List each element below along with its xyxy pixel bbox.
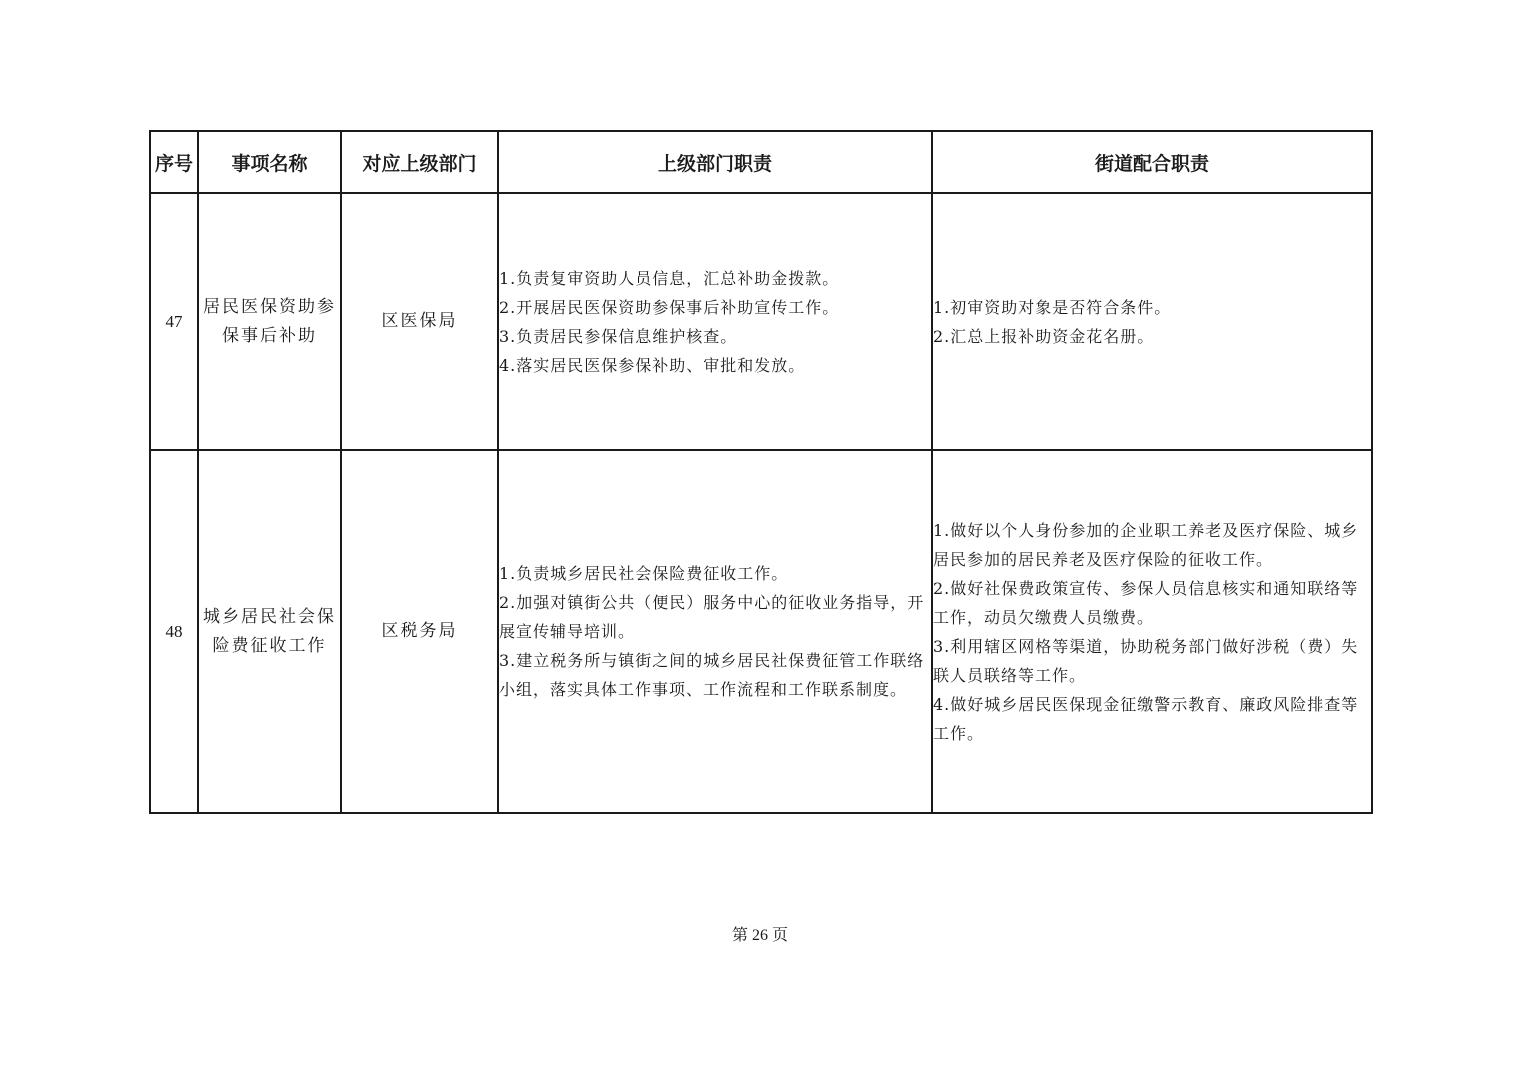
row-superior-duty bbox=[498, 450, 932, 813]
row-street-duty bbox=[932, 193, 1372, 450]
duty-item: 2.汇总上报补助资金花名册。 bbox=[933, 326, 1155, 346]
page-number: 第 26 页 bbox=[731, 927, 788, 944]
duty-item: 2.开展居民医保资助参保事后补助宣传工作。 bbox=[499, 297, 840, 317]
duty-item: 4.做好城乡居民医保现金征缴警示教育、廉政风险排查等工作。 bbox=[933, 694, 1359, 743]
duty-item: 1.负责复审资助人员信息，汇总补助金拨款。 bbox=[499, 268, 840, 288]
table-row bbox=[150, 450, 1372, 813]
header-street-duty: 街道配合职责 bbox=[932, 131, 1372, 193]
duty-item: 3.负责居民参保信息维护核查。 bbox=[499, 326, 738, 346]
duty-item: 2.做好社保费政策宣传、参保人员信息核实和通知联络等工作，动员欠缴费人员缴费。 bbox=[933, 578, 1359, 627]
table-row bbox=[150, 193, 1372, 450]
duty-item: 4.落实居民医保参保补助、审批和发放。 bbox=[499, 355, 806, 375]
duty-item: 3.建立税务所与镇街之间的城乡居民社保费征管工作联络小组，落实具体工作事项、工作流程和工作联系制度。 bbox=[499, 651, 925, 699]
row-dept: 区税务局 bbox=[341, 450, 498, 813]
header-seq: 序号 bbox=[150, 131, 198, 193]
duty-table bbox=[149, 130, 1373, 814]
row-seq: 48 bbox=[150, 450, 198, 813]
duty-item: 2.加强对镇街公共（便民）服务中心的征收业务指导，开展宣传辅导培训。 bbox=[499, 593, 925, 641]
header-superior-duty: 上级部门职责 bbox=[498, 131, 932, 193]
row-seq: 47 bbox=[150, 193, 198, 450]
duty-item: 1.初审资助对象是否符合条件。 bbox=[933, 297, 1172, 317]
row-street-duty bbox=[932, 450, 1372, 813]
table-header-row bbox=[150, 131, 1372, 193]
header-name: 事项名称 bbox=[198, 131, 341, 193]
duty-item: 1.做好以个人身份参加的企业职工养老及医疗保险、城乡居民参加的居民养老及医疗保险的征收工作。 bbox=[933, 520, 1359, 569]
row-superior-duty bbox=[498, 193, 932, 450]
row-dept: 区医保局 bbox=[341, 193, 498, 450]
duty-item: 3.利用辖区网格等渠道，协助税务部门做好涉税（费）失联人员联络等工作。 bbox=[933, 636, 1359, 685]
row-item-name: 居民医保资助参保事后补助 bbox=[198, 193, 341, 450]
header-dept: 对应上级部门 bbox=[341, 131, 498, 193]
row-item-name: 城乡居民社会保险费征收工作 bbox=[198, 450, 341, 813]
duty-item: 1.负责城乡居民社会保险费征收工作。 bbox=[499, 564, 789, 583]
